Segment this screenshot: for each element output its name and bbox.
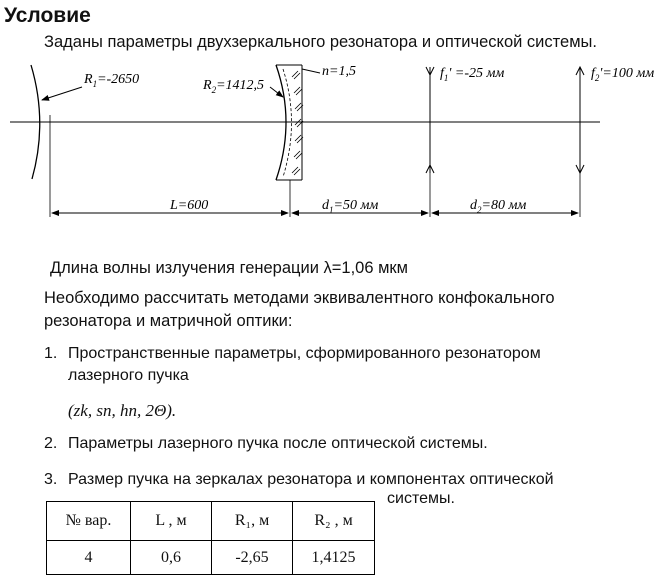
task-text: Необходимо рассчитать методами эквивалентного конфокального резонатора и матричной оптики: [44, 289, 555, 330]
n-label: n=1,5 [322, 64, 356, 79]
plate-hatch [292, 71, 303, 175]
table-header: R₂ , м [293, 502, 375, 541]
r1-pointer [42, 87, 82, 100]
r1-label: $R_1=-2650$ [84, 72, 140, 89]
resonator-diagram [0, 55, 666, 230]
list-text: Размер пучка на зеркалах резонатора и компонентах оптической [68, 471, 554, 488]
intro-text: Заданы параметры двухзеркального резонатора и оптической системы. [44, 33, 597, 51]
L-label: L=600 [170, 198, 209, 213]
d2-label: $d_2=80$ мм [470, 198, 527, 215]
list-item [44, 433, 604, 455]
table-cell: 0,6 [131, 541, 212, 575]
list-number: 2. [44, 435, 58, 452]
table-header: R₁, м [212, 502, 293, 541]
d1-label: $d_1=50$ мм [322, 198, 379, 215]
r2-pointer [270, 87, 283, 97]
list-item [44, 469, 604, 491]
table-cell: 1,4125 [293, 541, 375, 575]
table-header-row [47, 502, 375, 541]
n-pointer [302, 69, 320, 73]
table-cell: -2,65 [212, 541, 293, 575]
f1-label: $f_1' =-25$ мм [440, 66, 505, 83]
table-cell: 4 [47, 541, 131, 575]
wavelength-text: Длина волны излучения генерации λ=1,06 мкм [50, 259, 408, 277]
r2-label: $R_2=1412,5$ [203, 78, 265, 95]
table-row [47, 541, 375, 575]
table-header: L , м [131, 502, 212, 541]
list-item [44, 343, 604, 387]
list-text: Пространственные параметры, сформированного резонатором лазерного пучка [68, 345, 541, 384]
f2-label: $f_2'=100$ мм [591, 66, 655, 83]
list-text: Параметры лазерного пучка после оптической системы. [68, 435, 488, 452]
section-heading: Условие [4, 4, 91, 27]
formula: (zk, sn, hn, 2Θ). [68, 401, 177, 420]
list-number: 3. [44, 471, 58, 488]
list-text-continuation: системы. [387, 490, 455, 507]
table-header: № вар. [47, 502, 131, 541]
list-number: 1. [44, 345, 58, 362]
parameters-table [46, 501, 375, 575]
